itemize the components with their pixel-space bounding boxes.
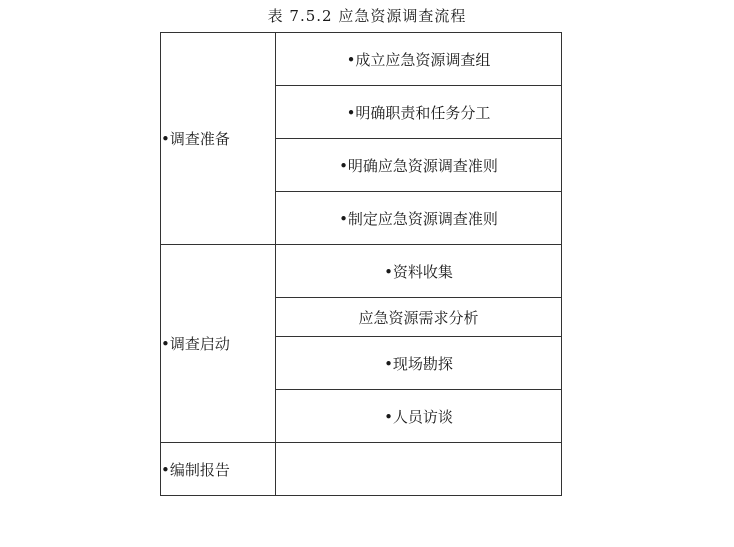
table-row: [161, 245, 562, 298]
investigation-flow-table: [160, 32, 562, 496]
table-caption: 表 7.5.2 应急资源调查流程: [267, 7, 467, 25]
step-cell: •明确职责和任务分工: [276, 86, 562, 139]
table-row: [161, 33, 562, 86]
step-cell: •现场勘探: [276, 337, 562, 390]
step-cell: •制定应急资源调查准则: [276, 192, 562, 245]
table-row: [161, 443, 562, 496]
step-cell: •成立应急资源调查组: [276, 33, 562, 86]
phase-preparation: •调查准备: [161, 33, 276, 245]
phase-report: •编制报告: [161, 443, 276, 496]
step-cell-empty: [276, 443, 562, 496]
step-cell: •资料收集: [276, 245, 562, 298]
step-cell: •明确应急资源调查准则: [276, 139, 562, 192]
step-cell: •人员访谈: [276, 390, 562, 443]
phase-launch: •调查启动: [161, 245, 276, 443]
step-cell: 应急资源需求分析: [276, 298, 562, 337]
